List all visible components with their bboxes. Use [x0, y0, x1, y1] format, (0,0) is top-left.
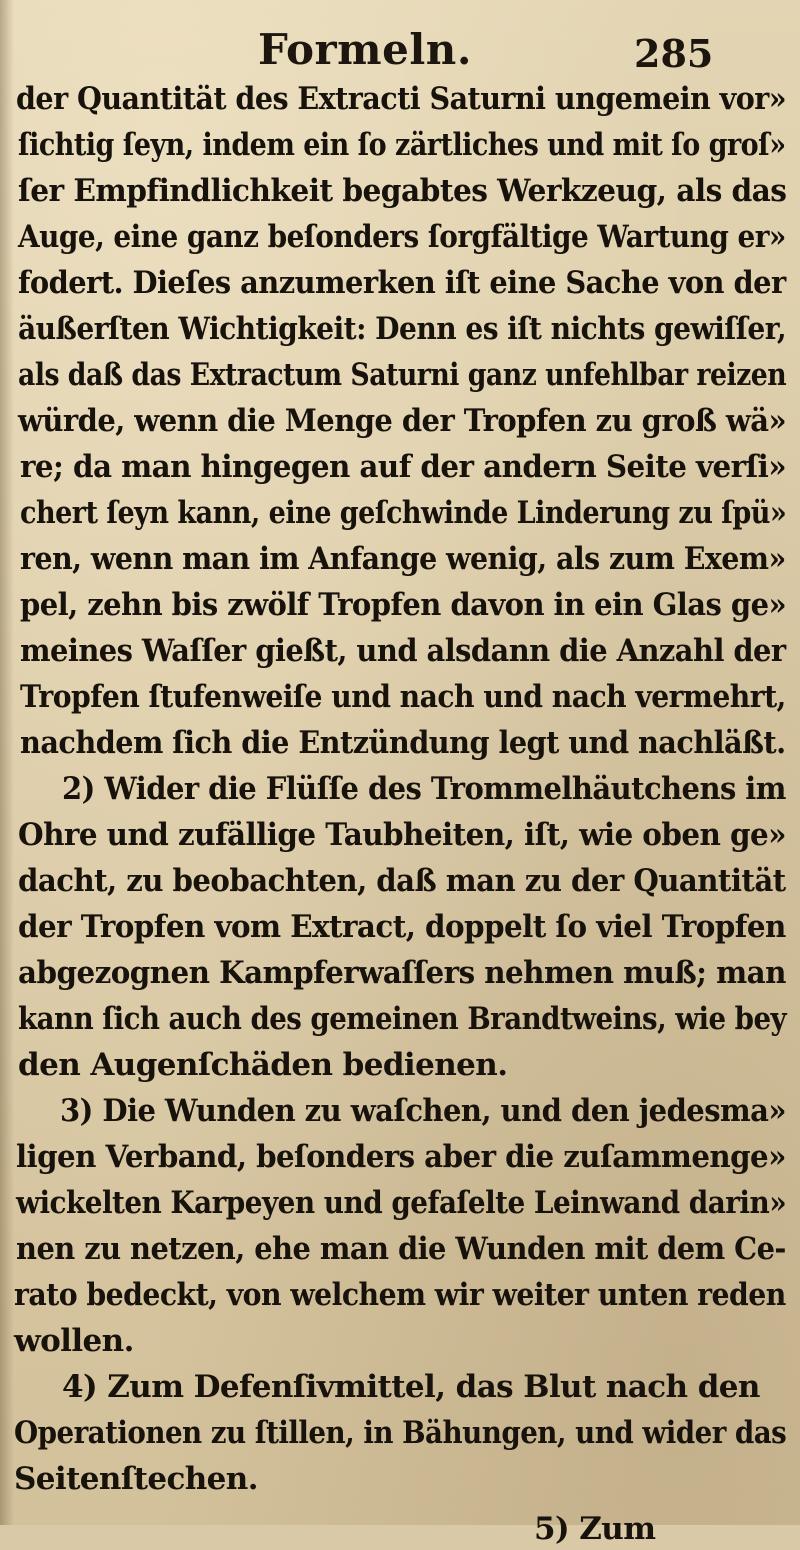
text-line: ſichtig ſeyn, indem ein ſo zärtliches und mit ſo groſ» [18, 127, 786, 163]
text-line: nachdem ſich die Entzündung legt und nachläßt. [20, 725, 786, 761]
text-line: fodert. Dieſes anzumerken iſt eine Sache von der [18, 265, 786, 301]
text-line: Ohre und zufällige Taubheiten, iſt, wie oben ge» [18, 817, 786, 853]
text-line: Auge, eine ganz beſonders ſorgfältige Wartung er» [18, 219, 786, 255]
text-line: den Augenſchäden bedienen. [18, 1047, 508, 1083]
text-line: 4) Zum Defenſivmittel, das Blut nach den [62, 1369, 760, 1405]
text-line: als daß das Extractum Saturni ganz unfehlbar reizen [18, 357, 787, 393]
text-line: dacht, zu beobachten, daß man zu der Quantität [18, 863, 786, 899]
page-number: 285 [634, 31, 714, 76]
text-line: ren, wenn man im Anfange wenig, als zum Exem» [20, 541, 786, 577]
catchword: 5) Zum [534, 1511, 656, 1547]
text-line: 2) Wider die Flüſſe des Trommelhäutchens im [62, 771, 786, 807]
text-line: kann ſich auch des gemeinen Brandtweins, wie bey [18, 1001, 787, 1037]
text-line: ſer Empfindlichkeit begabtes Werkzeug, als das [18, 173, 787, 209]
text-line: wollen. [14, 1323, 134, 1359]
text-line: äußerſten Wichtigkeit: Denn es iſt nichts gewiſſer, [18, 311, 787, 347]
text-line: Tropfen ſtufenweiſe und nach und nach vermehrt, [20, 679, 786, 715]
text-line: nen zu netzen, ehe man die Wunden mit dem Ce- [16, 1231, 786, 1267]
text-line: würde, wenn die Menge der Tropfen zu groß wä» [18, 403, 787, 439]
text-line: 3) Die Wunden zu waſchen, und den jedesma» [60, 1093, 787, 1129]
text-line: der Quantität des Extracti Saturni ungemein vor» [16, 81, 787, 117]
text-line: re; da man hingegen auf der andern Seite verſi» [20, 449, 787, 485]
text-line: Seitenſtechen. [14, 1461, 258, 1497]
text-line: Operationen zu ſtillen, in Bähungen, und wider das [14, 1415, 787, 1451]
text-line: wickelten Karpeyen und gefaſelte Leinwand darin» [16, 1185, 787, 1221]
body-text [0, 78, 800, 1547]
text-line: meines Waſſer gießt, und alsdann die Anzahl der [20, 633, 786, 669]
text-line: pel, zehn bis zwölf Tropfen davon in ein Glas ge» [20, 587, 787, 623]
text-line: der Tropfen vom Extract, doppelt ſo viel Tropfen [18, 909, 786, 945]
text-line: abgezognen Kampferwaſſers nehmen muß; man [18, 955, 786, 991]
page-header [0, 22, 800, 78]
text-line: rato bedeckt, von welchem wir weiter unten reden [14, 1277, 786, 1313]
running-head: Formeln. [258, 25, 472, 74]
text-line: ligen Verband, beſonders aber die zuſammenge» [16, 1139, 786, 1175]
text-line: chert ſeyn kann, eine geſchwinde Linderung zu ſpü» [20, 495, 787, 531]
